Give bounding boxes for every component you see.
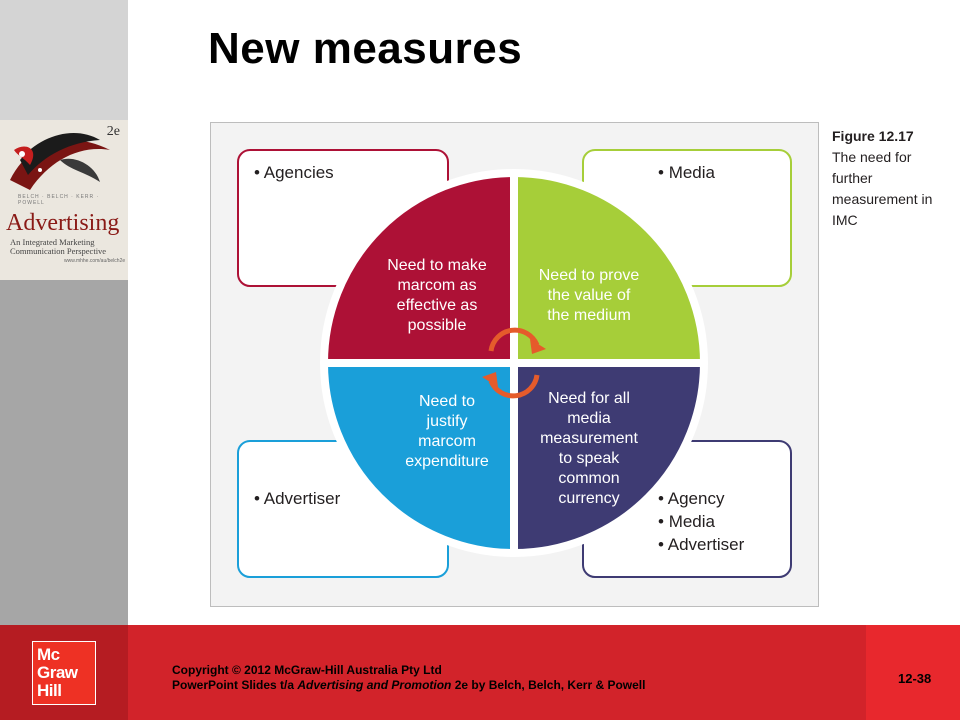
cover-title: Advertising [6,210,120,236]
cover-url: www.mhhe.com/au/belch2e [64,258,126,264]
quadrant-text-line: measurement [540,430,638,447]
quadrant-text-line: the medium [547,307,631,324]
footer-bar [0,625,960,720]
logo-line: Hill [37,681,62,700]
sidebar-top-panel [0,0,128,120]
slides-credit-line [172,678,645,693]
slides-credit-book: Advertising and Promotion [297,678,452,692]
box-all-parties-item-2: • Media [658,512,715,531]
quadrant-text-line: common [558,470,620,487]
cover-subtitle [10,238,106,256]
quadrant-text-line: marcom as [397,277,477,294]
cover-subtitle-line-2: Communication Perspective [10,246,107,256]
quadrant-text-line: justify [426,413,468,430]
page-number-panel [866,625,960,720]
figure-panel [210,122,819,607]
box-agencies-item-text: Agencies [263,163,334,182]
quadrant-text-line: marcom [418,433,476,450]
figure-number: Figure 12.17 [832,128,914,144]
quadrant-text-line: to speak [558,450,620,467]
box-advertiser-item: • Advertiser [254,489,341,508]
page-number: 12-38 [898,671,932,686]
quadrant-medium-value-text [539,267,640,324]
box-agencies-item: • Agencies [254,163,334,182]
box-media-item-text: Media [668,163,715,182]
quadrant-text-line: currency [558,490,620,507]
quadrant-text-line: Need to prove [538,267,640,284]
quadrant-text-line: Need for all [548,390,630,407]
quadrant-text-line: expenditure [405,453,489,470]
box-all-parties-item-1: • Agency [658,489,725,508]
logo-line: Graw [37,663,78,682]
copyright-notice [172,663,645,693]
quadrant-text-line: the value of [547,287,631,304]
publisher-logo-panel [0,625,128,720]
figure-description: The need for further measurement in IMC [832,149,933,228]
box-all-parties-item-1-text: Agency [667,489,725,508]
cover-edition: 2e [106,124,120,139]
logo-line: Mc [37,645,60,664]
slides-credit-suffix: 2e by Belch, Belch, Kerr & Powell [451,678,646,692]
slide-title: New measures [208,24,523,73]
quadrant-text-line: media [567,410,611,427]
box-all-parties-item-3-text: Advertiser [667,535,745,554]
slides-credit-prefix: PowerPoint Slides t/a [172,678,298,692]
cover-authors: BELCH · BELCH · KERR · POWELL [18,194,100,206]
box-advertiser-item-text: Advertiser [263,489,341,508]
quadrant-text-line: possible [407,317,467,334]
quadrant-text-line: Need to make [387,257,487,274]
book-cover-image [0,120,128,280]
box-all-parties-item-3: • Advertiser [658,535,745,554]
left-sidebar [0,0,128,625]
box-media-item: • Media [658,163,715,182]
cover-subtitle-line-1: An Integrated Marketing [10,237,95,247]
mcgraw-hill-logo [32,641,96,705]
copyright-line: Copyright © 2012 McGraw-Hill Australia Pty Ltd [172,663,442,677]
figure-caption [832,126,952,231]
box-all-parties-item-2-text: Media [668,512,715,531]
imc-measurement-diagram [211,123,818,606]
quadrant-text-line: Need to [418,393,476,410]
quadrant-text-line: effective as [396,297,478,314]
